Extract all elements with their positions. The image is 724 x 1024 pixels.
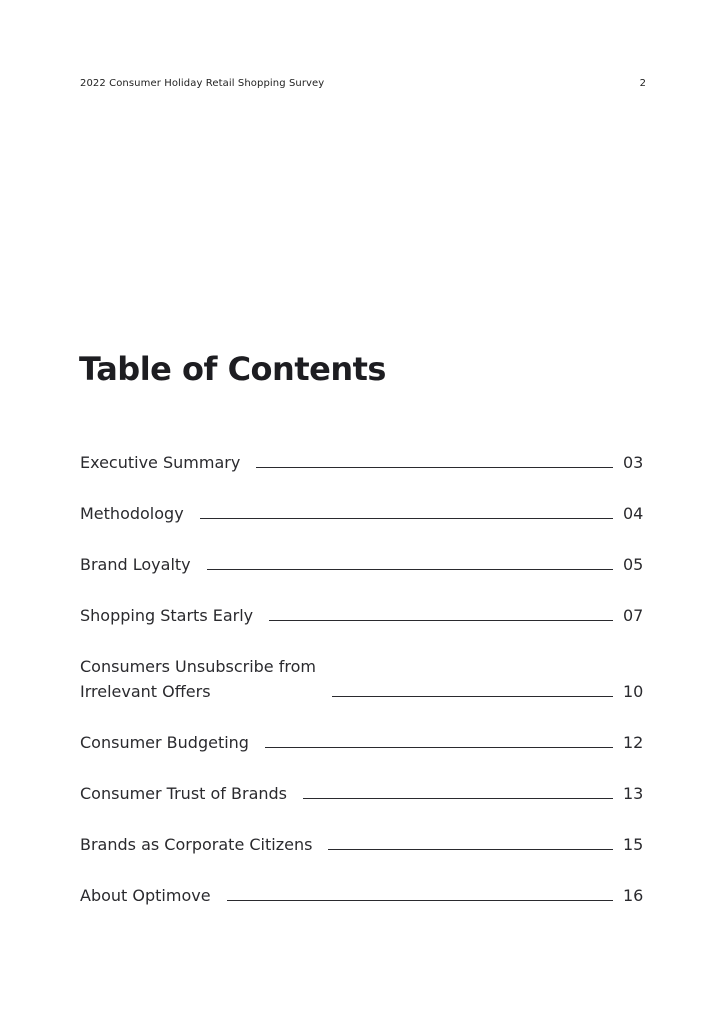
toc-entry-page: 04	[623, 504, 644, 523]
toc-entry-methodology[interactable]	[80, 501, 643, 526]
toc-leader-line	[227, 900, 613, 901]
toc-leader-line	[256, 467, 613, 468]
toc-entry-label: Methodology	[80, 504, 184, 523]
toc-entry-shopping-starts-early[interactable]	[80, 603, 643, 628]
toc-entry-about-optimove[interactable]	[80, 883, 643, 908]
toc-entry-consumer-budgeting[interactable]	[80, 730, 643, 755]
toc-entry-consumer-trust[interactable]	[80, 781, 643, 806]
toc-entry-page: 16	[623, 886, 644, 905]
toc-entry-label: Consumer Budgeting	[80, 733, 249, 752]
toc-entry-executive-summary[interactable]	[80, 450, 643, 475]
toc-leader-line	[303, 798, 613, 799]
toc-entry-page: 10	[623, 682, 644, 701]
toc-entry-page: 07	[623, 606, 644, 625]
toc-leader-line	[200, 518, 613, 519]
toc-leader-line	[207, 569, 613, 570]
document-header-title: 2022 Consumer Holiday Retail Shopping Survey	[80, 78, 325, 89]
toc-entry-consumers-unsubscribe[interactable]	[80, 654, 643, 704]
toc-entry-label: Brand Loyalty	[80, 555, 191, 574]
toc-entry-page: 05	[623, 555, 644, 574]
toc-list	[80, 450, 643, 934]
toc-entry-corporate-citizens[interactable]	[80, 832, 643, 857]
toc-entry-page: 15	[623, 835, 644, 854]
toc-entry-label: Executive Summary	[80, 453, 241, 472]
toc-entry-label: Shopping Starts Early	[80, 606, 254, 625]
toc-entry-page: 03	[623, 453, 644, 472]
toc-leader-line	[332, 696, 613, 697]
toc-entry-label: Brands as Corporate Citizens	[80, 835, 313, 854]
toc-entry-label: About Optimove	[80, 886, 211, 905]
page-number: 2	[639, 78, 646, 89]
toc-leader-line	[269, 620, 613, 621]
toc-leader-line	[265, 747, 613, 748]
toc-entry-brand-loyalty[interactable]	[80, 552, 643, 577]
toc-leader-line	[328, 849, 613, 850]
toc-entry-label: Consumers Unsubscribe from Irrelevant Offers	[80, 657, 316, 701]
toc-entry-label: Consumer Trust of Brands	[80, 784, 288, 803]
toc-heading: Table of Contents	[79, 350, 386, 388]
toc-entry-page: 13	[623, 784, 644, 803]
toc-entry-page: 12	[623, 733, 644, 752]
